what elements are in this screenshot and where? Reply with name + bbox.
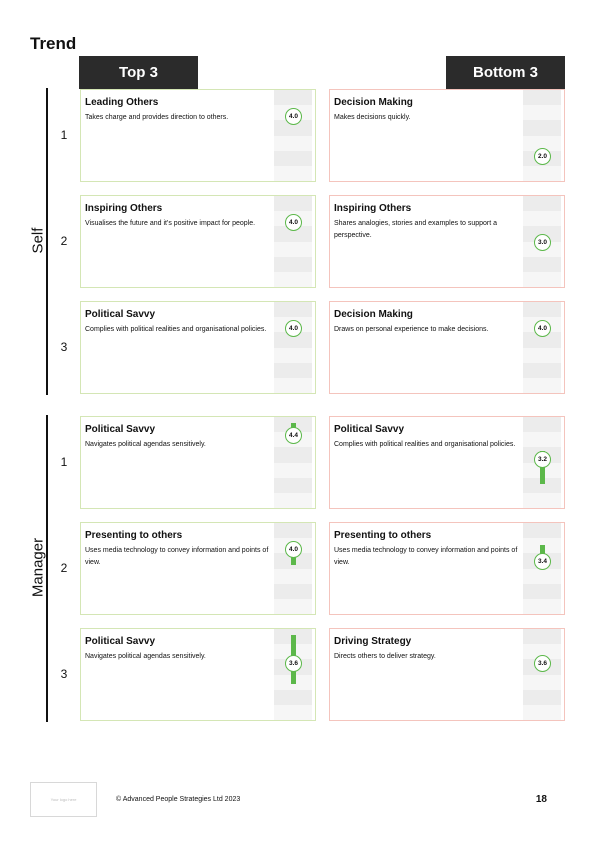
scale-band [274, 242, 312, 257]
competency-title: Inspiring Others [334, 203, 412, 214]
competency-title: Political Savvy [334, 424, 405, 435]
bottom-3-tab [446, 56, 565, 89]
rank-number: 2 [60, 560, 68, 575]
trend-scale [523, 523, 561, 614]
rank-number: 1 [60, 454, 68, 469]
scale-band [523, 166, 561, 181]
trend-scale [523, 629, 561, 720]
score-badge: 3.4 [534, 553, 551, 570]
score-badge: 4.0 [285, 320, 302, 337]
scale-band [274, 447, 312, 462]
trend-scale [523, 417, 561, 508]
score-badge: 2.0 [534, 148, 551, 165]
competency-description: Navigates political agendas sensitively. [85, 653, 206, 660]
scale-band [523, 272, 561, 287]
group-label-self: Self [29, 227, 47, 253]
scale-band [274, 523, 312, 538]
logo-placeholder [30, 782, 97, 817]
bottom-competency-card [329, 301, 565, 394]
scale-band [523, 378, 561, 393]
scale-band [274, 493, 312, 508]
bottom-3-label: Bottom 3 [473, 64, 538, 81]
bottom-competency-card [329, 628, 565, 721]
scale-band [523, 417, 561, 432]
top-3-tab [79, 56, 198, 89]
scale-band [523, 257, 561, 272]
score-badge: 4.4 [285, 427, 302, 444]
scale-band [274, 690, 312, 705]
page-number: 18 [535, 794, 547, 805]
competency-description: Directs others to deliver strategy. [334, 653, 436, 660]
scale-band [523, 302, 561, 317]
rank-number: 3 [60, 339, 68, 354]
scale-band [523, 432, 561, 447]
competency-description: Visualises the future and it's positive impact for people. [85, 220, 256, 227]
trend-scale [274, 90, 312, 181]
competency-title: Leading Others [85, 97, 159, 108]
trend-scale [274, 629, 312, 720]
scale-band [523, 675, 561, 690]
scale-band [523, 599, 561, 614]
trend-scale [274, 196, 312, 287]
score-badge: 4.0 [285, 541, 302, 558]
bottom-competency-card [329, 522, 565, 615]
scale-band [274, 378, 312, 393]
group-label-manager: Manager [29, 537, 47, 597]
scale-band [274, 166, 312, 181]
scale-band [523, 363, 561, 378]
scale-band [274, 302, 312, 317]
scale-band [523, 705, 561, 720]
competency-title: Political Savvy [85, 424, 156, 435]
competency-title: Presenting to others [85, 530, 183, 541]
scale-band [523, 690, 561, 705]
scale-band [523, 629, 561, 644]
top-competency-card [80, 522, 316, 615]
footer-copyright: © Advanced People Strategies Ltd 2023 [116, 796, 241, 803]
rank-number: 2 [60, 233, 68, 248]
competency-description: Draws on personal experience to make decisions. [334, 326, 489, 333]
competency-title: Political Savvy [85, 636, 156, 647]
competency-description: Navigates political agendas sensitively. [85, 441, 206, 448]
trend-scale [523, 90, 561, 181]
score-badge: 3.2 [534, 451, 551, 468]
competency-title: Decision Making [334, 309, 413, 320]
scale-band [523, 348, 561, 363]
top-competency-card [80, 628, 316, 721]
scale-band [523, 90, 561, 105]
scale-band [523, 211, 561, 226]
scale-band [274, 705, 312, 720]
competency-title: Presenting to others [334, 530, 432, 541]
scale-band [274, 348, 312, 363]
bottom-competency-card [329, 416, 565, 509]
rank-number: 1 [60, 127, 68, 142]
scale-band [274, 257, 312, 272]
bottom-competency-card [329, 195, 565, 288]
scale-band [274, 584, 312, 599]
score-badge: 3.6 [534, 655, 551, 672]
trend-scale [274, 523, 312, 614]
scale-band [523, 105, 561, 120]
scale-band [274, 136, 312, 151]
competency-description: Uses media technology to convey information and points of view. [85, 547, 269, 566]
competency-title: Decision Making [334, 97, 413, 108]
scale-band [274, 569, 312, 584]
scale-band [274, 90, 312, 105]
scale-band [274, 478, 312, 493]
competency-title: Driving Strategy [334, 636, 412, 647]
page-title: Trend [30, 34, 77, 53]
scale-band [274, 151, 312, 166]
trend-scale [523, 196, 561, 287]
score-badge: 4.0 [285, 108, 302, 125]
logo-placeholder-text: Your logo here [50, 797, 77, 802]
competency-description: Shares analogies, stories and examples to support a perspective. [334, 220, 498, 239]
scale-band [523, 584, 561, 599]
trend-scale [274, 302, 312, 393]
scale-band [274, 599, 312, 614]
score-badge: 4.0 [534, 320, 551, 337]
trend-scale [523, 302, 561, 393]
scale-band [523, 120, 561, 135]
competency-description: Complies with political realities and organisational policies. [334, 441, 516, 448]
competency-title: Inspiring Others [85, 203, 163, 214]
trend-scale [274, 417, 312, 508]
score-badge: 3.0 [534, 234, 551, 251]
scale-band [274, 196, 312, 211]
scale-band [274, 463, 312, 478]
top-competency-card [80, 301, 316, 394]
top-competency-card [80, 416, 316, 509]
bottom-competency-card [329, 89, 565, 182]
scale-band [523, 569, 561, 584]
competency-description: Takes charge and provides direction to others. [85, 114, 229, 121]
scale-band [523, 196, 561, 211]
competency-title: Political Savvy [85, 309, 156, 320]
top-competency-card [80, 195, 316, 288]
scale-band [274, 363, 312, 378]
competency-description: Complies with political realities and organisational policies. [85, 326, 267, 333]
competency-description: Makes decisions quickly. [334, 114, 411, 121]
scale-band [523, 523, 561, 538]
score-badge: 4.0 [285, 214, 302, 231]
scale-band [274, 272, 312, 287]
rank-number: 3 [60, 666, 68, 681]
scale-band [523, 493, 561, 508]
top-competency-card [80, 89, 316, 182]
top-3-label: Top 3 [119, 64, 158, 81]
competency-description: Uses media technology to convey information and points of view. [334, 547, 518, 566]
score-badge: 3.6 [285, 655, 302, 672]
